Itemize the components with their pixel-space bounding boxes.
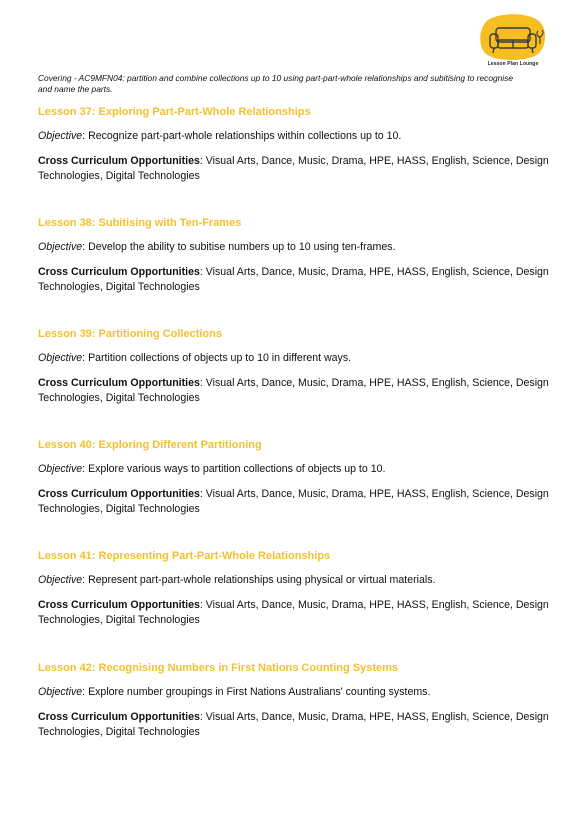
sofa-logo-icon: [478, 14, 548, 62]
lesson-cross-curriculum: Cross Curriculum Opportunities: Visual Arts, Dance, Music, Drama, HPE, HASS, English, Science, Design Technologies, Digital Technologies: [38, 711, 549, 738]
objective-label: Objective: [38, 130, 83, 142]
lesson-objective: Objective: Explore various ways to partition collections of objects up to 10.: [38, 463, 386, 475]
lesson-39: [38, 328, 550, 406]
objective-text: Recognize part-part-whole relationships within collections up to 10.: [88, 130, 402, 142]
lesson-cross-curriculum: Cross Curriculum Opportunities: Visual Arts, Dance, Music, Drama, HPE, HASS, English, Science, Design Technologies, Digital Technologies: [38, 488, 549, 515]
covering-statement: [38, 73, 528, 95]
lesson-42: [38, 662, 550, 740]
objective-text: Explore various ways to partition collections of objects up to 10.: [88, 463, 386, 475]
objective-text: Explore number groupings in First Nations Australians' counting systems.: [88, 686, 431, 698]
lesson-cross-curriculum: Cross Curriculum Opportunities: Visual Arts, Dance, Music, Drama, HPE, HASS, English, Science, Design Technologies, Digital Technologies: [38, 266, 549, 293]
lesson-objective: Objective: Partition collections of objects up to 10 in different ways.: [38, 352, 352, 364]
lesson-objective: Objective: Represent part-part-whole relationships using physical or virtual materials.: [38, 574, 436, 586]
lesson-cross-curriculum: Cross Curriculum Opportunities: Visual Arts, Dance, Music, Drama, HPE, HASS, English, Science, Design Technologies, Digital Technologies: [38, 599, 549, 626]
cross-text: Visual Arts, Dance, Music, Drama, HPE, HASS, English, Science, Design Technologies, Digital Technologies: [38, 599, 549, 626]
cross-text: Visual Arts, Dance, Music, Drama, HPE, HASS, English, Science, Design Technologies, Digital Technologies: [38, 488, 549, 515]
lesson-cross-curriculum: Cross Curriculum Opportunities: Visual Arts, Dance, Music, Drama, HPE, HASS, English, Science, Design Technologies, Digital Technologies: [38, 377, 549, 404]
lesson-cross-curriculum: Cross Curriculum Opportunities: Visual Arts, Dance, Music, Drama, HPE, HASS, English, Science, Design Technologies, Digital Technologies: [38, 155, 549, 182]
cross-text: Visual Arts, Dance, Music, Drama, HPE, HASS, English, Science, Design Technologies, Digital Technologies: [38, 711, 549, 738]
lesson-title: Lesson 38: Subitising with Ten-Frames: [38, 217, 242, 229]
cross-label: Cross Curriculum Opportunities: [38, 155, 200, 167]
lesson-objective: Objective: Explore number groupings in First Nations Australians' counting systems.: [38, 686, 431, 698]
objective-label: Objective: [38, 352, 83, 364]
lesson-38: [38, 217, 550, 295]
logo-text: Lesson Plan Lounge: [487, 61, 539, 67]
lesson-37: [38, 106, 550, 184]
objective-label: Objective: [38, 574, 83, 586]
lesson-title: Lesson 37: Exploring Part-Part-Whole Relationships: [38, 106, 311, 118]
objective-label: Objective: [38, 241, 83, 253]
lesson-title: Lesson 39: Partitioning Collections: [38, 328, 222, 340]
lesson-title: Lesson 41: Representing Part-Part-Whole Relationships: [38, 550, 331, 562]
cross-text: Visual Arts, Dance, Music, Drama, HPE, HASS, English, Science, Design Technologies, Digital Technologies: [38, 155, 549, 182]
covering-text: AC9MFN04: partition and combine collections up to 10 using part-part-whole relationships and subitising to recognise and name the parts.: [38, 73, 513, 94]
cross-label: Cross Curriculum Opportunities: [38, 599, 200, 611]
objective-text: Partition collections of objects up to 10 in different ways.: [88, 352, 352, 364]
objective-text: Develop the ability to subitise numbers up to 10 using ten-frames.: [88, 241, 396, 253]
lesson-objective: Objective: Recognize part-part-whole relationships within collections up to 10.: [38, 130, 402, 142]
lesson-objective: Objective: Develop the ability to subitise numbers up to 10 using ten-frames.: [38, 241, 396, 253]
cross-label: Cross Curriculum Opportunities: [38, 266, 200, 278]
cross-text: Visual Arts, Dance, Music, Drama, HPE, HASS, English, Science, Design Technologies, Digital Technologies: [38, 266, 549, 293]
cross-label: Cross Curriculum Opportunities: [38, 711, 200, 723]
objective-text: Represent part-part-whole relationships using physical or virtual materials.: [88, 574, 436, 586]
lesson-title: Lesson 40: Exploring Different Partitioning: [38, 439, 262, 451]
lesson-41: [38, 550, 550, 628]
cross-label: Cross Curriculum Opportunities: [38, 488, 200, 500]
objective-label: Objective: [38, 463, 83, 475]
lesson-plan-lounge-logo: [478, 14, 548, 72]
covering-label: Covering -: [38, 73, 79, 83]
cross-label: Cross Curriculum Opportunities: [38, 377, 200, 389]
lesson-40: [38, 439, 550, 517]
lesson-title: Lesson 42: Recognising Numbers in First Nations Counting Systems: [38, 662, 399, 674]
cross-text: Visual Arts, Dance, Music, Drama, HPE, HASS, English, Science, Design Technologies, Digital Technologies: [38, 377, 549, 404]
objective-label: Objective: [38, 686, 83, 698]
